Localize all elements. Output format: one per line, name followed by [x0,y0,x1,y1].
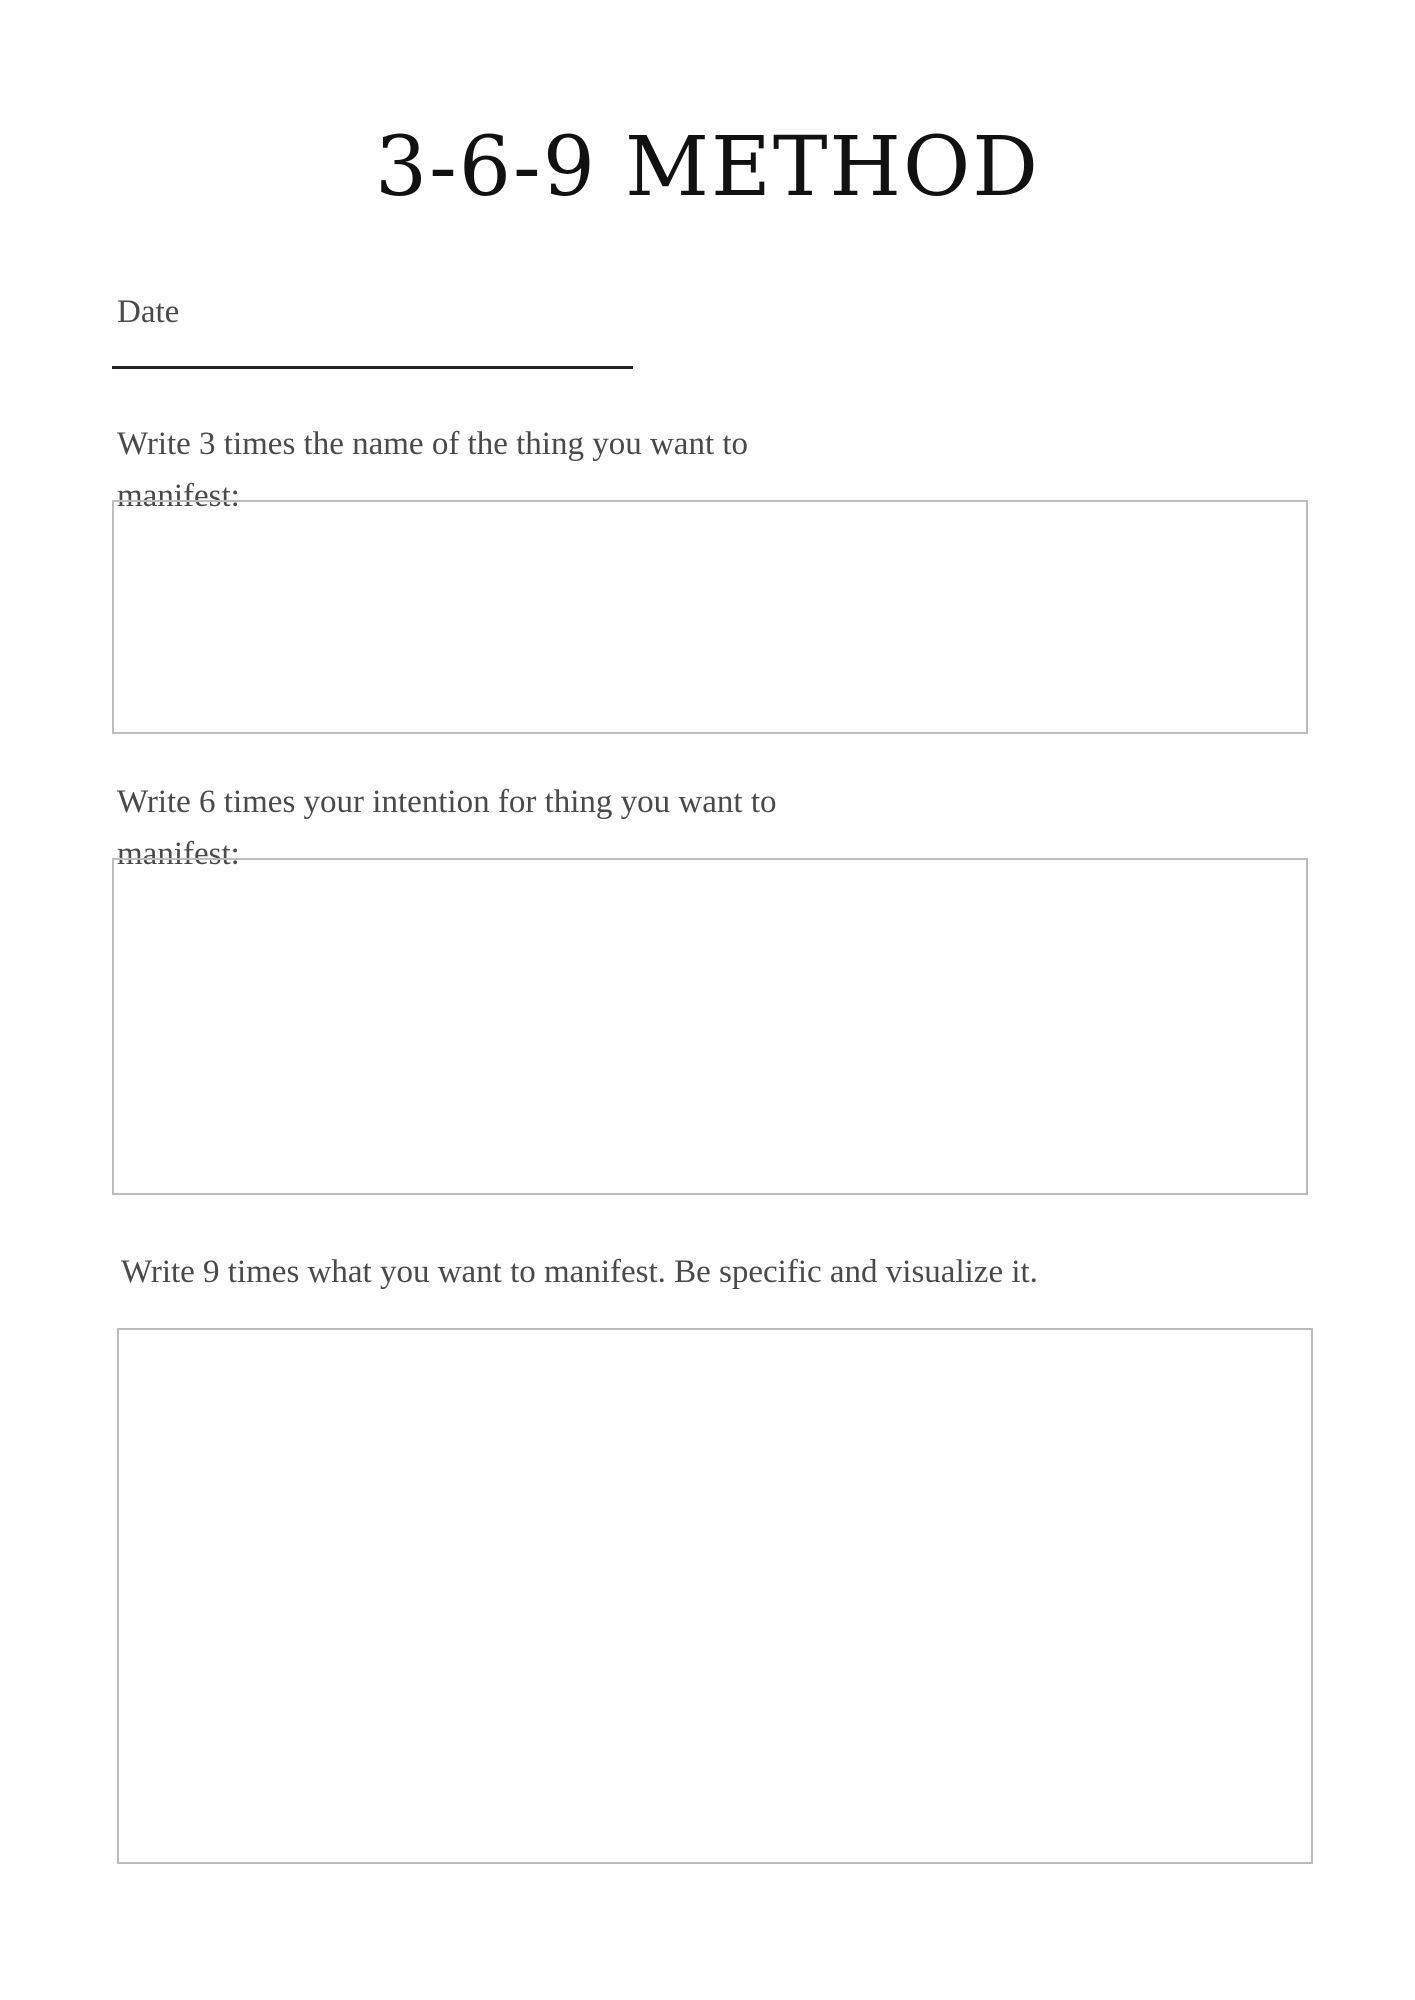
prompt-3-times: Write 3 times the name of the thing you want to manifest: [117,426,749,514]
prompt-9-times: Write 9 times what you want to manifest. Be specific and visualize it. [121,1254,1038,1290]
writing-box-6-times[interactable] [112,858,1308,1195]
prompt-6-times: Write 6 times your intention for thing you want to manifest: [117,784,777,872]
page-title: 3-6-9 METHOD [375,120,1040,215]
date-line[interactable] [112,366,633,369]
writing-box-3-times[interactable] [112,500,1308,734]
writing-box-9-times[interactable] [117,1328,1313,1864]
date-label: Date [117,294,180,330]
